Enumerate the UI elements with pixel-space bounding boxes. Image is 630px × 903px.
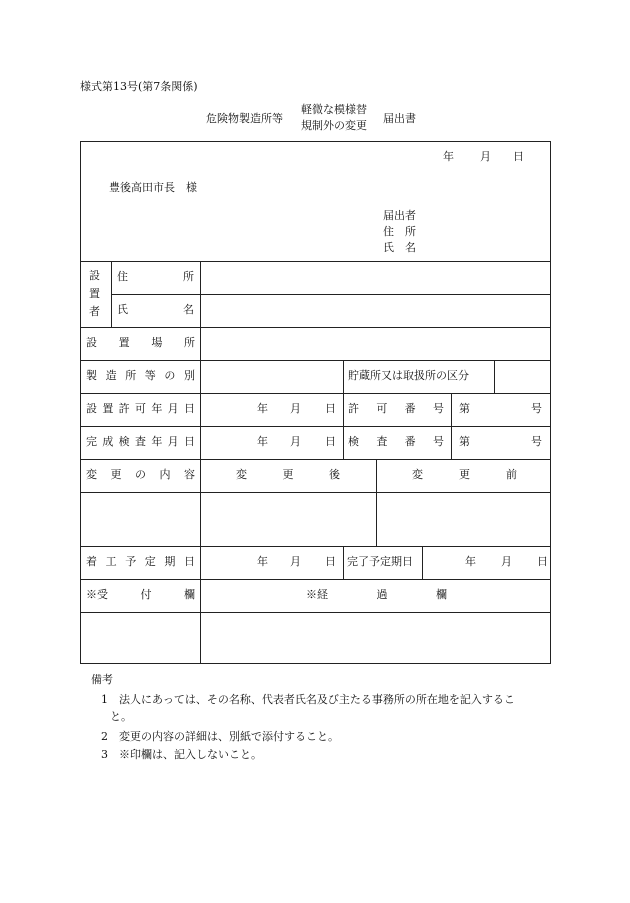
date-month: 月 xyxy=(480,150,491,163)
permit-year: 年 xyxy=(257,402,268,415)
start-year: 年 xyxy=(257,555,268,568)
start-day: 日 xyxy=(325,555,336,568)
location-label: 設 置 場 所 xyxy=(86,336,195,349)
installer-address-label: 住 所 xyxy=(117,270,194,283)
notes-heading: 備考 xyxy=(91,673,113,686)
addressee: 豊後高田市長 様 xyxy=(109,181,197,194)
notifier-label: 届出者 xyxy=(383,209,416,222)
title-prefix: 危険物製造所等 xyxy=(206,112,283,125)
facility-type-label: 製 造 所 等 の 別 xyxy=(86,369,195,382)
note-1-number: 1 xyxy=(101,693,108,706)
inspection-number-go: 号 xyxy=(531,435,542,448)
permit-number-label: 許 可 番 号 xyxy=(348,402,444,415)
facility-type-field[interactable] xyxy=(202,362,341,392)
notifier-name-label: 氏 名 xyxy=(383,241,416,254)
notification-form-table xyxy=(80,141,551,664)
date-year: 年 xyxy=(443,150,454,163)
inspection-day: 日 xyxy=(325,435,336,448)
completion-month: 月 xyxy=(501,555,512,568)
change-content-label: 変 更 の 内 容 xyxy=(86,468,195,481)
date-day: 日 xyxy=(513,150,524,163)
completion-year: 年 xyxy=(465,555,476,568)
storage-class-label: 貯蔵所又は取扱所の区分 xyxy=(348,369,469,382)
completion-date-label: 完了予定期日 xyxy=(347,555,413,568)
note-2-text: 変更の内容の詳細は、別紙で添付すること。 xyxy=(119,730,339,743)
installer-label-2: 置 xyxy=(89,287,100,300)
after-change-field[interactable] xyxy=(202,494,374,544)
before-change-label: 変 更 前 xyxy=(412,468,517,481)
after-change-label: 変 更 後 xyxy=(236,468,340,481)
before-change-field[interactable] xyxy=(378,494,549,544)
installer-label-1: 設 xyxy=(89,269,100,282)
permit-date-label: 設 置 許 可 年 月 日 xyxy=(86,402,195,415)
completion-day: 日 xyxy=(537,555,548,568)
start-date-label: 着 工 予 定 期 日 xyxy=(86,555,195,568)
inspection-number-dai: 第 xyxy=(459,435,470,448)
notifier-address-label: 住 所 xyxy=(383,225,416,238)
permit-day: 日 xyxy=(325,402,336,415)
inspection-date-label: 完 成 検 査 年 月 日 xyxy=(86,435,195,448)
form-number: 様式第13号(第7条関係) xyxy=(80,80,198,93)
title-option-minor-remodel: 軽微な模様替 xyxy=(301,103,367,116)
note-1-text: 法人にあっては、その名称、代表者氏名及び主たる事務所の所在地を記入するこ xyxy=(119,693,515,706)
installer-name-label: 氏 名 xyxy=(117,303,194,316)
note-3-text: ※印欄は、記入しないこと。 xyxy=(119,748,262,761)
note-2-number: 2 xyxy=(101,730,108,743)
installer-label-3: 者 xyxy=(89,305,100,318)
reception-field xyxy=(83,614,198,662)
inspection-month: 月 xyxy=(290,435,301,448)
progress-label: ※経 過 欄 xyxy=(306,588,447,601)
reception-label: ※受 付 欄 xyxy=(86,588,195,601)
permit-number-dai: 第 xyxy=(459,402,470,415)
location-field[interactable] xyxy=(202,329,549,359)
permit-month: 月 xyxy=(290,402,301,415)
start-month: 月 xyxy=(290,555,301,568)
storage-class-field[interactable] xyxy=(496,362,549,392)
inspection-year: 年 xyxy=(257,435,268,448)
title-option-unregulated-change: 規制外の変更 xyxy=(301,119,367,132)
note-3-number: 3 xyxy=(101,748,108,761)
title-suffix: 届出書 xyxy=(383,112,416,125)
progress-field xyxy=(202,614,549,662)
permit-number-go: 号 xyxy=(531,402,542,415)
inspection-number-label: 検 査 番 号 xyxy=(348,435,444,448)
note-1-continuation: と。 xyxy=(110,710,132,723)
installer-name-field[interactable] xyxy=(202,296,549,326)
installer-address-field[interactable] xyxy=(202,263,549,293)
